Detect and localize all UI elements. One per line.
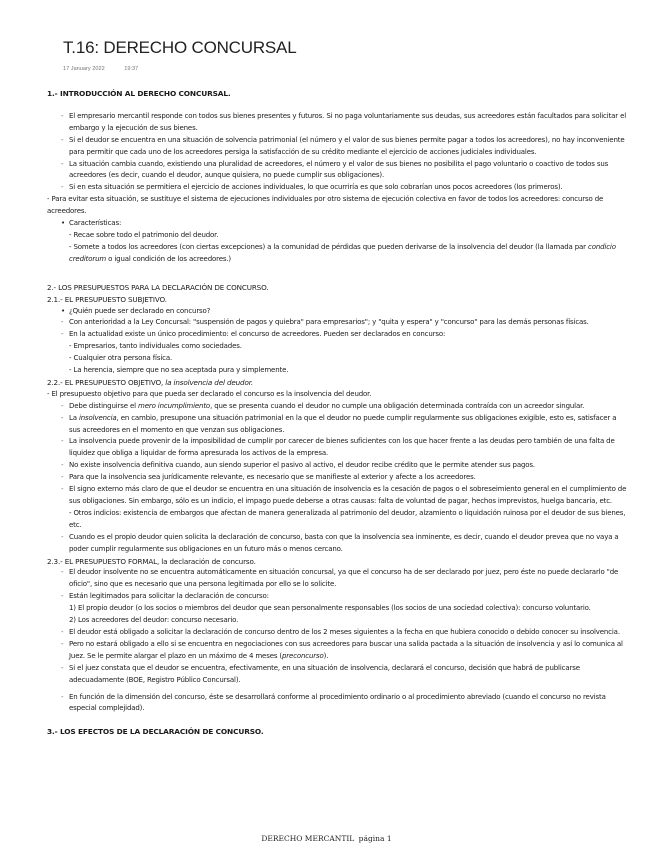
list-item: - Si en esta situación se permitiera el ejercicio de acciones individuales, lo que ocurriría es que solo cobrarían unos pocos acreedores (los primeros). <box>47 182 629 194</box>
indented-item: - Empresarios, tanto individuales como sociedades. <box>69 342 242 351</box>
list-item: - El deudor insolvente no se encuentra automáticamente en situación concursal, ya que el concurso ha de ser declarado por juez, pero éste no puede declararlo "de oficio", sino que es necesario que una persona legitimada por ello se lo solicite. <box>47 567 629 591</box>
page-title: T.16: DERECHO CONCURSAL <box>63 38 297 57</box>
list-item: - En función de la dimensión del concurso, éste se desarrollará conforme al procedimiento ordinario o al procedimiento abreviado (cuando el concurso no revista especial complejidad). <box>47 692 629 716</box>
note-date: 17 January 2022 <box>63 66 105 72</box>
page-number: página 1 <box>358 834 392 843</box>
list-item: - Pero no estará obligado a ello si se encuentra en negociaciones con sus acreedores para buscar una salida pactada a la situación de insolvencia y así lo comunica al Juez. Se le permite alargar el plazo en un máximo de 4 meses (preconcurso). <box>47 639 629 663</box>
emphasis: insolvencia <box>78 413 117 422</box>
list-item: - La insolvencia puede provenir de la imposibilidad de cumplir por carecer de bienes suficientes con los que hacer frente a las deudas pero también de una falta de liquidez que obliga a liquidar de forma apresurada los activos de la empresa. <box>47 436 629 460</box>
paragraph: - Para evitar esta situación, se sustituye el sistema de ejecuciones individuales por otro sistema de ejecución colectiva en favor de todos los acreedores: concurso de acreedores. <box>47 195 604 216</box>
page-footer <box>0 834 655 843</box>
note-body <box>47 88 629 738</box>
subsection-heading: 2.1.- EL PRESUPUESTO SUBJETIVO. <box>47 294 167 304</box>
emphasis: condicio creditorum <box>69 242 616 263</box>
section-heading-2: 2.- LOS PRESUPUESTOS PARA LA DECLARACIÓN DE CONCURSO. <box>47 282 269 292</box>
bullet-item: • Características: <box>47 218 629 230</box>
emphasis: mero incumplimiento <box>138 401 211 410</box>
subsection-heading: 2.2.- EL PRESUPUESTO OBJETIVO, la insolvencia del deudor. <box>47 377 253 387</box>
indented-item: 2) Los acreedores del deudor: concurso necesario. <box>69 616 239 625</box>
list-item: - Cuando es el propio deudor quien solicita la declaración de concurso, basta con que la insolvencia sea inminente, es decir, cuando el deudor prevea que no vaya a poder cumplir regularmente sus obligaciones en un futuro más o menos cercano. <box>47 532 629 556</box>
subsection-heading: 2.3.- EL PRESUPUESTO FORMAL, la declaración de concurso. <box>47 556 256 566</box>
list-item: - La insolvencia, en cambio, presupone una situación patrimonial en la que el deudor no puede cumplir regularmente sus obligaciones exigible, esto es, satisfacer a sus acreedores en el momento en que venzan sus obligaciones. <box>47 413 629 437</box>
note-meta <box>63 66 156 72</box>
indented-item: 1) El propio deudor (o los socios o miembros del deudor que sean personalmente responsables (los socios de una sociedad colectiva): concurso voluntario. <box>69 604 591 613</box>
list-item: - Debe distinguirse el mero incumplimiento, que se presenta cuando el deudor no cumple una obligación determinada contraída con un acreedor singular. <box>47 401 629 413</box>
list-item: - Están legitimados para solicitar la declaración de concurso: <box>47 591 629 603</box>
indented-item: - Cualquier otra persona física. <box>69 354 173 363</box>
paragraph: - El presupuesto objetivo para que pueda ser declarado el concurso es la insolvencia del deudor. <box>47 389 372 398</box>
section-heading-1: 1.- INTRODUCCIÓN AL DERECHO CONCURSAL. <box>47 89 231 98</box>
list-item: - El deudor está obligado a solicitar la declaración de concurso dentro de los 2 meses siguientes a la fecha en que hubiera conocido o debido conocer su insolvencia. <box>47 627 629 639</box>
bullet-item: • ¿Quién puede ser declarado en concurso? <box>47 306 629 318</box>
list-item: - No existe insolvencia definitiva cuando, aun siendo superior el pasivo al activo, el deudor recibe crédito que le permite atender sus pagos. <box>47 460 629 472</box>
indented-item: - Otros indicios: existencia de embargos que afectan de manera generalizada al patrimonio del deudor, alzamiento o liquidación ruinosa por el deudor de sus bienes, etc. <box>69 508 626 529</box>
list-item: - En la actualidad existe un único procedimiento: el concurso de acreedores. Pueden ser declarados en concurso: <box>47 329 629 341</box>
emphasis: la insolvencia del deudor. <box>165 377 253 387</box>
footer-text: DERECHO MERCANTIL <box>261 834 355 843</box>
emphasis: preconcurso <box>282 651 324 660</box>
indented-item: - Somete a todos los acreedores (con ciertas excepciones) a la comunidad de pérdidas que pueden derivarse de la insolvencia del deudor (la llamada par condicio creditorum o igual condición de los acreedores.) <box>69 242 616 263</box>
indented-item: - La herencia, siempre que no sea aceptada pura y simplemente. <box>69 366 289 375</box>
note-time: 19:37 <box>124 66 139 72</box>
list-item: - La situación cambia cuando, existiendo una pluralidad de acreedores, el número y el valor de sus bienes no posibilita el pago voluntario o coactivo de todos sus acreedores (es decir, cuando el deudor, aunque quisiera, no puede cumplir sus obligaciones). <box>47 159 629 183</box>
list-item: - Para que la insolvencia sea jurídicamente relevante, es necesario que se manifieste al exterior y afecte a los acreedores. <box>47 472 629 484</box>
list-item: - El signo externo más claro de que el deudor se encuentra en una situación de insolvencia es la cesación de pagos o el sobreseimiento general en el cumplimiento de sus obligaciones. Sin embargo, sólo es un indicio, el impago puede deberse a otras causas: falta de voluntad de pagar, hechos imprevistos, huelga bancaria, etc. <box>47 484 629 508</box>
section-heading-3: 3.- LOS EFECTOS DE LA DECLARACIÓN DE CONCURSO. <box>47 727 264 737</box>
list-item: - Con anterioridad a la Ley Concursal: "suspensión de pagos y quiebra" para empresarios"; y "quita y espera" y "concurso" para las demás personas físicas. <box>47 317 629 329</box>
list-item: - Si el deudor se encuentra en una situación de solvencia patrimonial (el número y el valor de sus bienes permite pagar a todos los acreedores), no hay inconveniente para permitir que cada uno de los acreedores persiga la satisfacción de su crédito mediante el ejercicio de acciones judiciales individuales. <box>47 135 629 159</box>
list-item: - El empresario mercantil responde con todos sus bienes presentes y futuros. Si no paga voluntariamente sus deudas, sus acreedores están facultados para solicitar el embargo y la ejecución de sus bienes. <box>47 111 629 135</box>
indented-item: - Recae sobre todo el patrimonio del deudor. <box>69 230 219 239</box>
list-item: - Si el juez constata que el deudor se encuentra, efectivamente, en una situación de insolvencia, declarará el concurso, decisión que habrá de publicarse adecuadamente (BOE, Registro Público Concursal). <box>47 663 629 687</box>
